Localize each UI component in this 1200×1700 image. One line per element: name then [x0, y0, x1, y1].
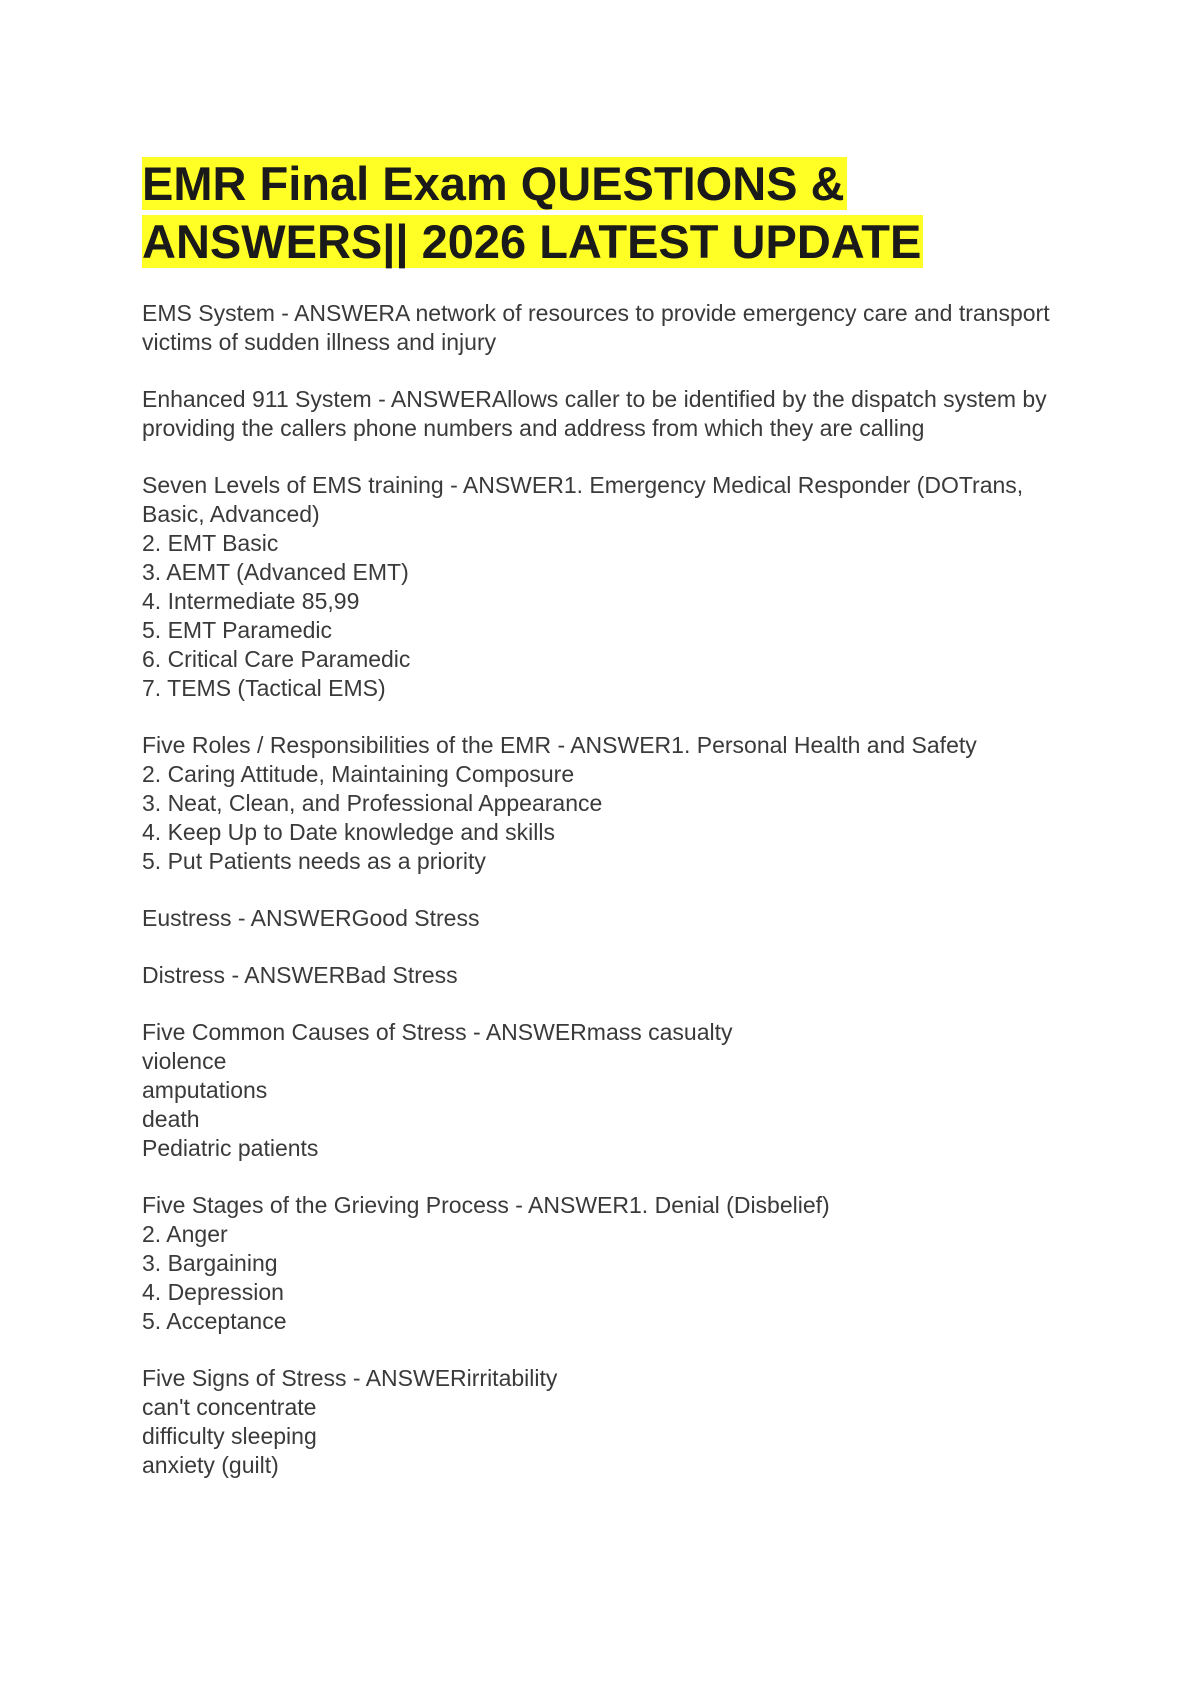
answer-line: 2. Anger: [142, 1221, 228, 1247]
qa-entry: [142, 385, 1072, 443]
qa-entry: [142, 961, 1072, 990]
answer-text: Bad Stress: [345, 962, 458, 988]
answer-line: difficulty sleeping: [142, 1423, 317, 1449]
question-text: EMS System - ANSWER: [142, 300, 396, 326]
answer-line: 7. TEMS (Tactical EMS): [142, 675, 386, 701]
answer-line: 5. Put Patients needs as a priority: [142, 848, 486, 874]
question-text: Eustress - ANSWER: [142, 905, 352, 931]
answer-text: mass casualty: [586, 1019, 733, 1045]
qa-first-line: [142, 961, 1072, 990]
answer-line: amputations: [142, 1077, 268, 1103]
answer-line: death: [142, 1106, 200, 1132]
qa-first-line: [142, 904, 1072, 933]
answer-line: 5. EMT Paramedic: [142, 617, 333, 643]
question-text: Five Common Causes of Stress - ANSWER: [142, 1019, 587, 1045]
qa-entry: [142, 1364, 1072, 1480]
qa-entry: [142, 904, 1072, 933]
answer-line: 3. Bargaining: [142, 1250, 278, 1276]
qa-first-line: [142, 1191, 1072, 1220]
question-text: Five Stages of the Grieving Process - ANSWER: [142, 1192, 630, 1218]
answer-text: 1. Emergency Medical Responder (DOTrans, Basic, Advanced): [142, 472, 1024, 527]
answer-line: 3. AEMT (Advanced EMT): [142, 559, 409, 585]
answer-line: 5. Acceptance: [142, 1308, 287, 1334]
answer-text: Allows caller to be identified by the dispatch system by providing the callers phone numbers and address from which they are calling: [142, 386, 1047, 441]
answer-text: 1. Denial (Disbelief): [629, 1192, 830, 1218]
answer-line: can't concentrate: [142, 1394, 317, 1420]
question-text: Five Roles / Responsibilities of the EMR - ANSWER: [142, 732, 672, 758]
qa-first-line: [142, 299, 1072, 357]
qa-first-line: [142, 471, 1072, 529]
answer-line: 4. Intermediate 85,99: [142, 588, 360, 614]
answer-line: anxiety (guilt): [142, 1452, 279, 1478]
qa-entry: [142, 471, 1072, 703]
answer-line: 4. Keep Up to Date knowledge and skills: [142, 819, 555, 845]
answer-text: 1. Personal Health and Safety: [671, 732, 977, 758]
answer-line: 6. Critical Care Paramedic: [142, 646, 411, 672]
answer-line: 4. Depression: [142, 1279, 284, 1305]
qa-first-line: [142, 1364, 1072, 1393]
title-line-2: ANSWERS|| 2026 LATEST UPDATE: [142, 215, 922, 268]
qa-entry: [142, 1018, 1072, 1163]
qa-entry: [142, 731, 1072, 876]
question-text: Enhanced 911 System - ANSWER: [142, 386, 492, 412]
qa-entry: [142, 1191, 1072, 1336]
question-text: Five Signs of Stress - ANSWER: [142, 1365, 467, 1391]
qa-entry: [142, 299, 1072, 357]
answer-line: Pediatric patients: [142, 1135, 319, 1161]
qa-first-line: [142, 385, 1072, 443]
answer-line: 2. Caring Attitude, Maintaining Composure: [142, 761, 575, 787]
answer-line: 2. EMT Basic: [142, 530, 279, 556]
page-title: [142, 155, 1072, 271]
qa-first-line: [142, 1018, 1072, 1047]
answer-text: A network of resources to provide emergency care and transport victims of sudden illness and injury: [142, 300, 1050, 355]
answer-line: violence: [142, 1048, 227, 1074]
document-page: [142, 155, 1072, 1508]
qa-list: [142, 299, 1072, 1480]
title-line-1: EMR Final Exam QUESTIONS &: [142, 157, 845, 210]
qa-first-line: [142, 731, 1072, 760]
answer-line: 3. Neat, Clean, and Professional Appearance: [142, 790, 603, 816]
question-text: Seven Levels of EMS training - ANSWER: [142, 472, 564, 498]
question-text: Distress - ANSWER: [142, 962, 346, 988]
answer-text: Good Stress: [351, 905, 480, 931]
answer-text: irritability: [466, 1365, 558, 1391]
